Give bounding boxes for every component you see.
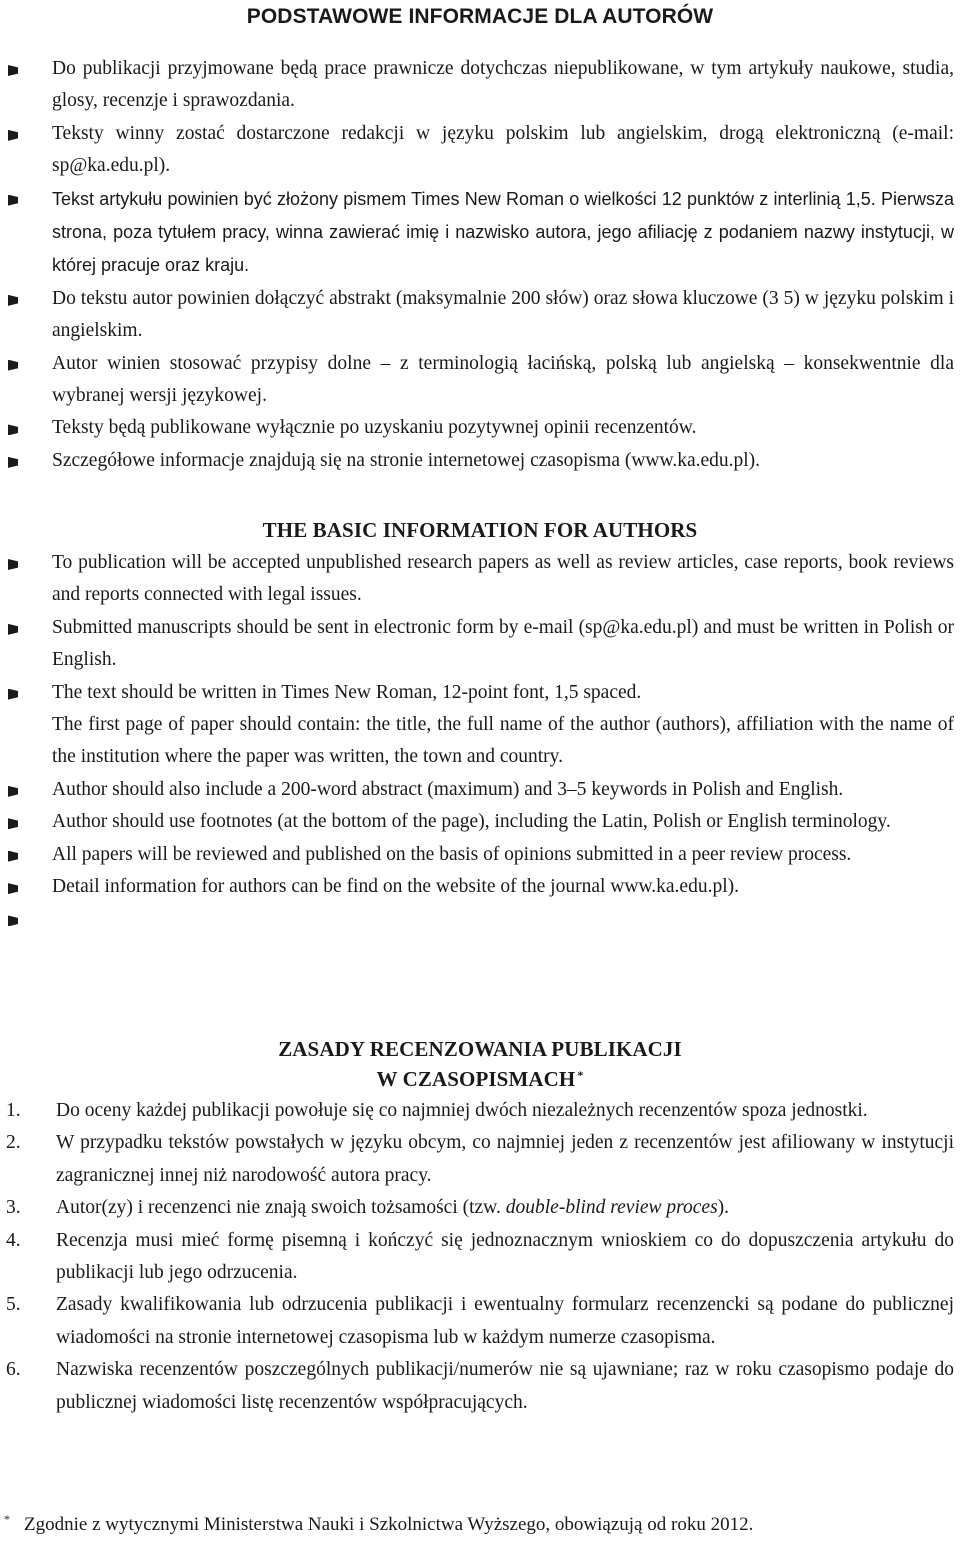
list-item: To publication will be accepted unpublished research papers as well as review articles, case reports, book reviews and reports connected with legal issues. xyxy=(0,547,960,612)
list-item: Szczegółowe informacje znajdują się na stronie internetowej czasopisma (www.ka.edu.pl). xyxy=(0,445,960,477)
list-item: Teksty będą publikowane wyłącznie po uzyskaniu pozytywnej opinii recenzentów. xyxy=(0,412,960,444)
list-item: The text should be written in Times New Roman, 12-point font, 1,5 spaced. The first page of paper should contain: the title, the full name of the author (authors), affiliation with the name of the institution where the paper was written, the town and country. xyxy=(0,677,960,774)
bullet-icon xyxy=(8,624,18,635)
footnote-mark: * xyxy=(577,1068,584,1082)
bullet-icon xyxy=(8,818,18,829)
list-item-text-sans: Pierwsza strona, poza tytułem pracy, winna zawierać imię i nazwisko autora, jego afiliację z podaniem nazwy instytucji, w której pracuje oraz kraju. xyxy=(52,188,954,276)
section-title-review xyxy=(0,1034,960,1094)
section-title-english: THE BASIC INFORMATION FOR AUTHORS xyxy=(262,518,698,542)
footnote-text: Zgodnie z wytycznymi Ministerstwa Nauki i Szkolnictwa Wyższego, obowiązują od roku 2012. xyxy=(24,1514,754,1535)
list-item: 1. Do oceny każdej publikacji powołuje się co najmniej dwóch niezależnych recenzentów spoza jednostki. xyxy=(0,1095,960,1127)
bullet-icon xyxy=(8,915,18,926)
bullet-icon xyxy=(8,851,18,862)
bullet-list-english xyxy=(0,547,960,935)
list-item: Author should also include a 200-word abstract (maximum) and 3–5 keywords in Polish and English. xyxy=(0,774,960,806)
list-number: 4. xyxy=(6,1229,21,1251)
list-item xyxy=(0,183,960,283)
numbered-list-review xyxy=(0,1095,960,1419)
bullet-icon xyxy=(8,689,18,700)
bullet-icon xyxy=(8,65,18,76)
list-item: Do tekstu autor powinien dołączyć abstrakt (maksymalnie 200 słów) oraz słowa kluczowe (3 5) w języku polskim i angielskim. xyxy=(0,283,960,348)
bullet-icon xyxy=(8,457,18,468)
list-number: 3. xyxy=(6,1197,21,1219)
list-item: All papers will be reviewed and published on the basis of opinions submitted in a peer review process. xyxy=(0,839,960,871)
bullet-icon xyxy=(8,295,18,306)
bullet-icon xyxy=(8,786,18,797)
bullet-icon xyxy=(8,360,18,371)
bullet-icon xyxy=(8,195,18,206)
italic-term: double-blind review proces xyxy=(505,1197,718,1219)
section-title-review-line1: ZASADY RECENZOWANIA PUBLIKACJI xyxy=(278,1037,682,1061)
bullet-icon xyxy=(8,559,18,570)
list-item: 2. W przypadku tekstów powstałych w języku obcym, co najmniej jeden z recenzentów jest afiliowany w instytucji zagranicznej innej niż narodowość autora pracy. xyxy=(0,1127,960,1192)
section-english xyxy=(0,515,960,935)
section-polish xyxy=(0,0,960,477)
list-item: 3. Autor(zy) i recenzenci nie znają swoich tożsamości (tzw. double-blind review proces). xyxy=(0,1192,960,1224)
list-number: 2. xyxy=(6,1132,21,1154)
section-title-polish: PODSTAWOWE INFORMACJE DLA AUTORÓW xyxy=(246,5,714,28)
list-item: Teksty winny zostać dostarczone redakcji w języku polskim lub angielskim, drogą elektroniczną (e-mail: sp@ka.edu.pl). xyxy=(0,118,960,183)
bullet-list-polish xyxy=(0,53,960,477)
list-item: Author should use footnotes (at the bottom of the page), including the Latin, Polish or English terminology. xyxy=(0,806,960,838)
list-item-empty xyxy=(0,903,960,935)
footnote-mark: * xyxy=(4,1512,10,1526)
footnote xyxy=(4,1512,753,1538)
list-item: 4. Recenzja musi mieć formę pisemną i kończyć się jednoznacznym wnioskiem co do dopuszczenia artykułu do publikacji lub jego odrzucenia. xyxy=(0,1225,960,1290)
section-title-review-line2: W CZASOPISMACH xyxy=(376,1067,576,1091)
list-item: Submitted manuscripts should be sent in electronic form by e-mail (sp@ka.edu.pl) and must be written in Polish or English. xyxy=(0,612,960,677)
list-item: Autor winien stosować przypisy dolne – z terminologią łacińską, polską lub angielską – konsekwentnie dla wybranej wersji językowej. xyxy=(0,348,960,413)
list-item: Detail information for authors can be find on the website of the journal www.ka.edu.pl). xyxy=(0,871,960,903)
section-review-rules xyxy=(0,1034,960,1419)
list-number: 1. xyxy=(6,1100,21,1121)
list-number: 6. xyxy=(6,1359,21,1381)
list-item: 5. Zasady kwalifikowania lub odrzucenia publikacji i ewentualny formularz recenzencki są podane do publicznej wiadomości na stronie internetowej czasopisma lub w każdym numerze czasopisma. xyxy=(0,1289,960,1354)
list-number: 5. xyxy=(6,1294,21,1316)
list-item: 6. Nazwiska recenzentów poszczególnych publikacji/numerów nie są ujawniane; raz w roku czasopismo podaje do publicznej wiadomości listę recenzentów współpracujących. xyxy=(0,1354,960,1419)
bullet-icon xyxy=(8,883,18,894)
list-item-text-sans: Tekst artykułu powinien być złożony pismem Times New Roman o wielkości 12 punktów z interlinią 1,5. xyxy=(52,188,876,209)
bullet-icon xyxy=(8,130,18,141)
bullet-icon xyxy=(8,424,18,435)
list-item: Do publikacji przyjmowane będą prace prawnicze dotychczas niepublikowane, w tym artykuły naukowe, studia, glosy, recenzje i sprawozdania. xyxy=(0,53,960,118)
